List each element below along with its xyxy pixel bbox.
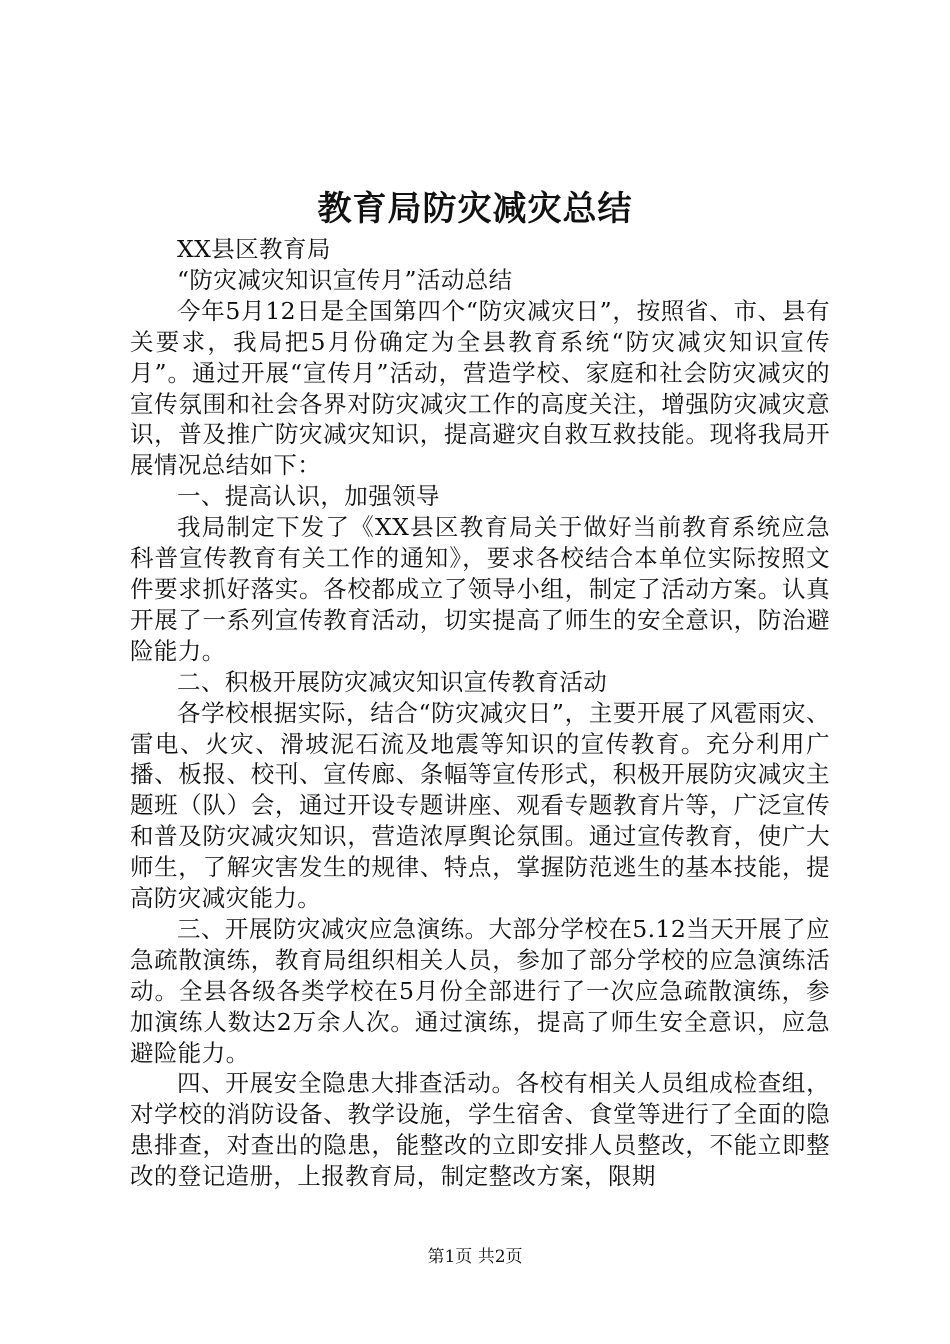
paragraph-section-2: 各学校根据实际，结合“防灾减灾日”，主要开展了风雹雨灾、雷电、火灾、滑坡泥石流及地震等知识的宣传教育。充分利用广播、板报、校刊、宣传廊、条幅等宣传形式，积极开展防灾减灾主题班（队）会，通过开设专题讲座、观看专题教育片等，广泛宣传和普及防灾减灾知识，营造浓厚舆论氛围。通过宣传教育，使广大师生，了解灾害发生的规律、特点，掌握防范逃生的基本技能，提高防灾减灾能力。 <box>130 698 830 913</box>
paragraph-intro: 今年5月12日是全国第四个“防灾减灾日”，按照省、市、县有关要求，我局把5月份确定为全县教育系统“防灾减灾知识宣传月”。通过开展“宣传月”活动，营造学校、家庭和社会防灾减灾的宣传氛围和社会各界对防灾减灾工作的高度关注，增强防灾减灾意识，普及推广防灾减灾知识，提高避灾自救互救技能。现将我局开展情况总结如下： <box>130 296 830 480</box>
document-title: 教育局防灾减灾总结 <box>317 189 633 229</box>
subtitle-line: “防灾减灾知识宣传月”活动总结 <box>177 265 513 294</box>
document-body <box>130 234 830 1192</box>
paragraph-section-4: 四、开展安全隐患大排查活动。各校有相关人员组成检查组，对学校的消防设备、教学设施，学生宿舍、食堂等进行了全面的隐患排查，对查出的隐患，能整改的立即安排人员整改，不能立即整改的登记造册，上报教育局，制定整改方案，限期 <box>130 1069 830 1191</box>
paragraph-section-1: 我局制定下发了《XX县区教育局关于做好当前教育系统应急科普宣传教育有关工作的通知》，要求各校结合本单位实际按照文件要求抓好落实。各校都成立了领导小组，制定了活动方案。认真开展了一系列宣传教育活动，切实提高了师生的安全意识，防治避险能力。 <box>130 513 830 665</box>
issuer-line: XX县区教育局 <box>177 235 331 263</box>
page-indicator: 第1页 共2页 <box>427 1247 523 1267</box>
section-heading-1: 一、提高认识，加强领导 <box>177 482 440 511</box>
paragraph-section-3: 三、开展防灾减灾应急演练。大部分学校在5.12当天开展了应急疏散演练，教育局组织相关人员，参加了部分学校的应急演练活动。全县各级各类学校在5月份全部进行了一次应急疏散演练，参加演练人数达2万余人次。通过演练，提高了师生安全意识，应急避险能力。 <box>130 914 830 1067</box>
section-heading-2: 二、积极开展防灾减灾知识宣传教育活动 <box>177 667 608 696</box>
